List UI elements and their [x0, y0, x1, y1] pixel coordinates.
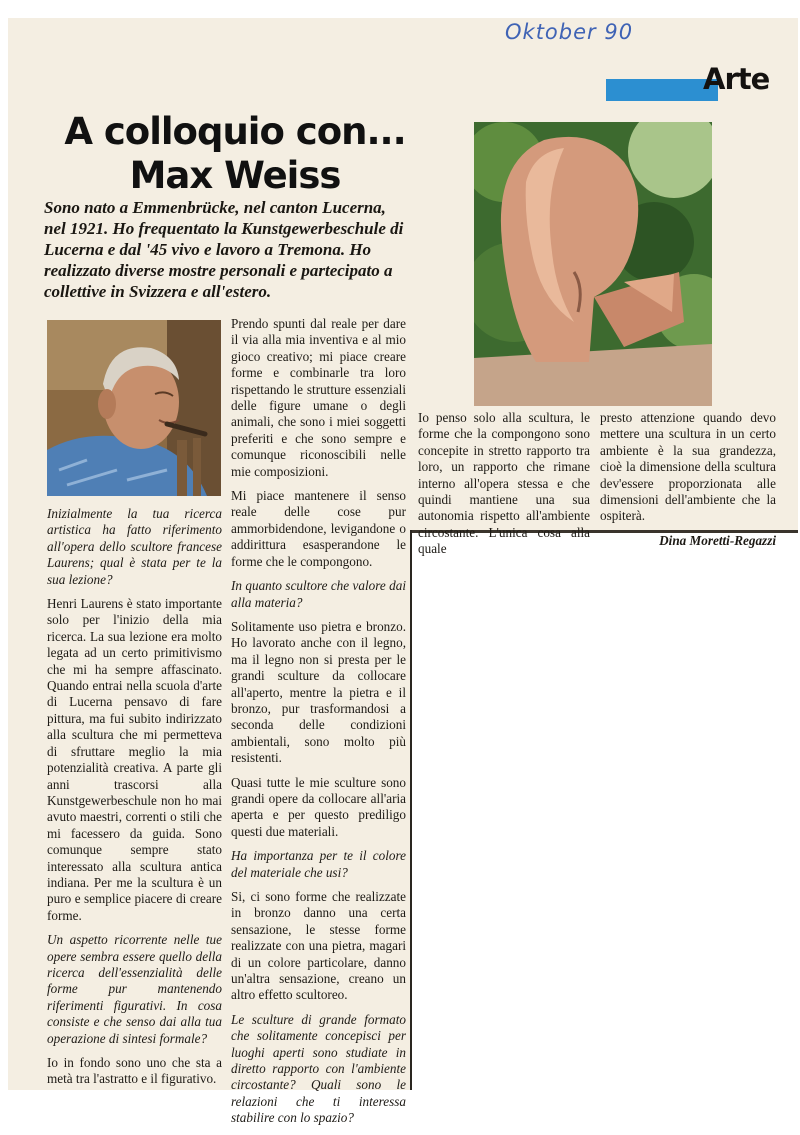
column-3: [418, 410, 590, 566]
title-line-1: A colloquio con...: [64, 110, 406, 153]
portrait-photo: [47, 320, 221, 496]
question: Ha importanza per te il colore del materiale che usi?: [231, 848, 406, 880]
answer-paragraph: Io in fondo sono uno che sta a metà tra l'astratto e il figurativo.: [47, 1055, 222, 1087]
article-title: [40, 110, 430, 198]
column-4: [600, 410, 776, 549]
question: Un aspetto ricorrente nelle tue opere sembra essere quello della ricerca dell'essenzialità delle forme pur mantenendo riferimenti figurativi. In cosa consiste e che senso dai alla tua operazione di sintesi formale?: [47, 932, 222, 1046]
column-1: [47, 506, 222, 1096]
question: In quanto scultore che valore dai alla materia?: [231, 578, 406, 610]
answer-paragraph: Mi piace mantenere il senso reale delle cose pur ammorbidendone, levigandone o addirittura esasperandone le forme che le compongono.: [231, 488, 406, 569]
answer-paragraph: Si, ci sono forme che realizzate in bronzo danno una certa sensazione, le stesse forme realizzate con una pietra, magari di un colore particolare, danno un'altra sensazione, creano un altro effetto scultoreo.: [231, 889, 406, 1003]
portrait-photo-graphic: [47, 320, 221, 496]
answer-paragraph: Solitamente uso pietra e bronzo. Ho lavorato anche con il legno, ma il legno non si presta per le grandi sculture da collocare all'aperto, mentre la pietra e il bronzo, pur trasformandosi a seconda delle condizioni ambientali, sono molto più resistenti.: [231, 618, 406, 766]
sculpture-photo-graphic: [474, 122, 712, 406]
author-byline: Dina Moretti-Regazzi: [659, 532, 776, 548]
section-label: Arte: [703, 62, 770, 96]
handwritten-date: Oktober 90: [505, 20, 634, 44]
answer-paragraph: Io penso solo alla scultura, le forme che la compongono sono concepite in stretto rapporto tra loro, un rapporto che rimane interno all'opera stessa e che quindi mantiene una sua autonomia rispetto all'ambiente circostante. L'unica cosa alla quale: [418, 410, 590, 557]
column-2: [231, 316, 406, 1135]
article-intro: Sono nato a Emmenbrücke, nel canton Lucerna, nel 1921. Ho frequentato la Kunstgewerbeschule di Lucerna e dal '45 vivo e lavoro a Tremona. Ho realizzato diverse mostre personali e partecipato a collettive in Svizzera e all'estero.: [44, 198, 404, 301]
answer-paragraph: presto attenzione quando devo mettere una scultura in un certo ambiente è la sua grandezza, cioè la dimensione della scultura dev'essere proporzionata alle dimensioni dell'ambiente che la ospiterà.: [600, 410, 776, 524]
title-line-2: Max Weiss: [129, 154, 341, 197]
answer-paragraph: Henri Laurens è stato importante solo per l'inizio della mia ricerca. La sua lezione era molto legata ad un certo primitivismo che mi ha sempre affascinato. Quando entrai nella scuola d'arte di Lucerna pensavo di fare pittura, ma fui subito indirizzato alla scultura che mi permetteva di sfruttare meglio la mia potenzialità creativa. A parte gli anni trascorsi alla Kunstgewerbeschule non ho mai avuto maestri, correnti o stili che mi facessero da guida. Sono comunque sempre stato interessato alla scultura antica indiana. Per me la scultura è un puro e semplice piacere di creare forme.: [47, 596, 222, 923]
clipping-edge: [410, 530, 412, 1090]
sculpture-photo: [474, 122, 712, 406]
section-color-bar: [606, 79, 718, 101]
answer-paragraph: Prendo spunti dal reale per dare il via alla mia inventiva e al mio gioco creativo; mi piace creare forme e combinarle tra loro rispettando le strutture essenziali delle figure umane o degli animali, che sono i miei soggetti preferiti e che sono sempre e comunque riconoscibili nelle mie composizioni.: [231, 316, 406, 479]
answer-paragraph: Quasi tutte le mie sculture sono grandi opere da collocare all'aria aperta e per questo prediligo questi due materiali.: [231, 774, 406, 839]
question: Le sculture di grande formato che solitamente concepisci per luoghi aperti sono studiate in diretto rapporto con l'ambiente circostante? Quali sono le relazioni che ti interessa stabilire con lo spazio?: [231, 1011, 406, 1126]
question: Inizialmente la tua ricerca artistica ha fatto riferimento all'opera dello scultore francese Laurens; qual è stata per te la sua lezione?: [47, 506, 222, 587]
